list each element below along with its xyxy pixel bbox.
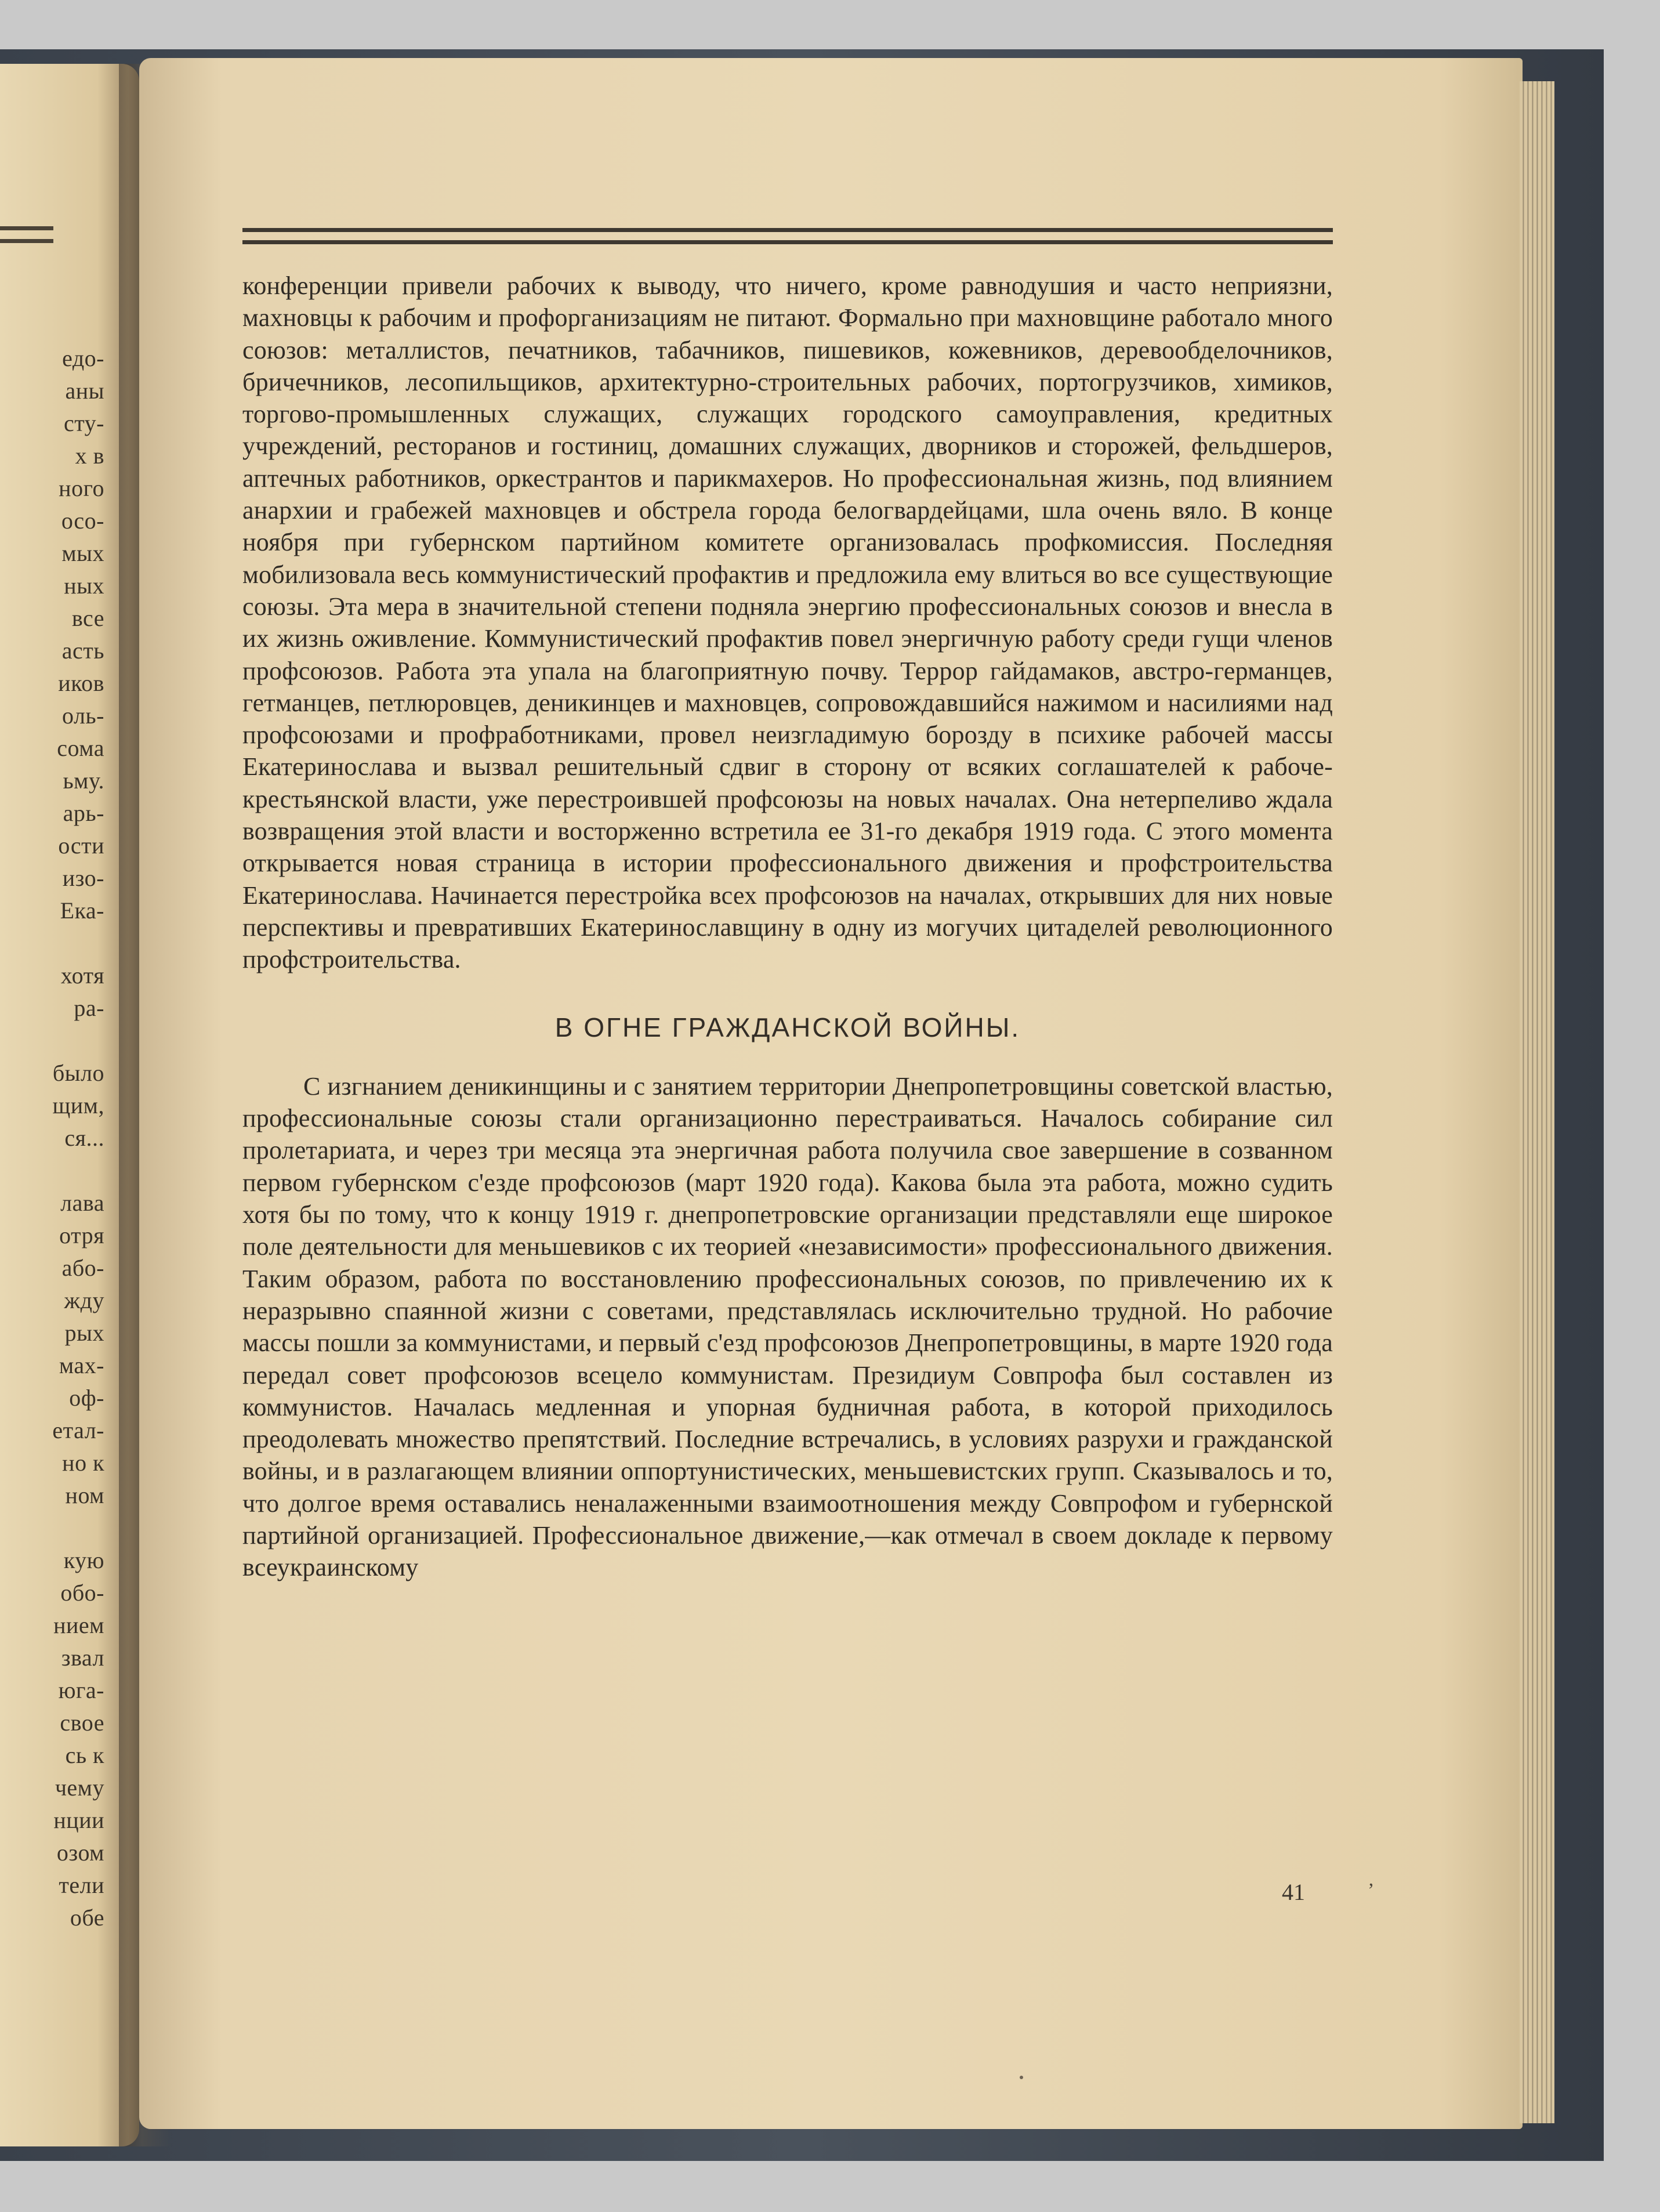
paragraph-section-start: С изгнанием деникинщины и с занятием территории Днепропетровщины советской властью, профессиональные союзы стали организационно перестраиваться. Началось собирание сил пролетариата, и через три месяца эта энергичная работа получила свое завершение в созванном первом губернском с'езде профсоюзов (март 1920 года). Какова была эта работа, можно судить хотя бы по тому, что к концу 1919 г. днепропетровские организации представляли еще широкое поле деятельности для меньшевиков с их теорией «независимости» профессионального движения. Таким образом, работа по восстановлению профессиональных союзов, по привлечению их к неразрывно спаянной жизни с советами, представлялась исключительно трудной. Но рабочие массы пошли за коммунистами, и первый с'езд профсоюзов Днепропетровщины, в марте 1920 года передал совет профсоюзов всецело коммунистам. Президиум Совпрофа был составлен из коммунистов. Началась медленная и упорная будничная работа, в которой приходилось преодолевать множество препятствий. Последние встречались, в условиях разрухи и гражданской войны, и в разлагающем влиянии оппортунистических, меньшевистских групп. Сказывалось и то, что долгое время оставались неналаженными взаимоотношения между Совпрофом и губернской партийной организацией. Профессиональное движение,—как отмечал в своем докладе к первому всеукраинскому — [242, 1071, 1333, 1582]
left-page-line: осо- — [61, 508, 104, 534]
left-page-line: ра- — [74, 995, 104, 1021]
left-page-line: звал — [61, 1645, 104, 1671]
left-page-line: рых — [64, 1320, 104, 1346]
left-page-line: тели — [59, 1872, 104, 1898]
left-page-line: сь к — [65, 1742, 104, 1768]
left-page-line — [0, 927, 104, 960]
left-page-line: было — [52, 1060, 104, 1086]
left-header-rule-top — [0, 226, 53, 230]
left-page-line — [0, 1512, 104, 1544]
left-page-line — [0, 1024, 104, 1057]
left-page-line: обо- — [60, 1580, 104, 1606]
left-page-line: Ека- — [60, 897, 104, 924]
left-page-line: ости — [58, 832, 104, 859]
left-header-rule-bottom — [0, 239, 53, 243]
left-facing-page — [0, 64, 139, 2146]
paper-speck — [1020, 2076, 1023, 2079]
left-page-line: оф- — [69, 1385, 104, 1411]
left-page-line: ных — [64, 573, 104, 599]
left-page-line: ного — [59, 475, 104, 501]
left-page-line: сома — [57, 735, 104, 761]
left-page-line: едо- — [62, 345, 104, 371]
left-page-line: юга- — [58, 1677, 104, 1703]
left-page-line: мах- — [59, 1352, 104, 1378]
stray-ink-mark: ’ — [1368, 1880, 1375, 1901]
page-number: 41 — [1282, 1879, 1305, 1905]
left-page-line: кую — [63, 1547, 104, 1573]
left-page-line: аны — [65, 378, 104, 404]
left-page-line: иков — [58, 670, 104, 696]
left-page-line: арь- — [63, 800, 104, 826]
left-page-line: х в — [75, 443, 104, 469]
left-page-line: хотя — [60, 962, 104, 989]
left-page-line: сту- — [63, 410, 104, 436]
left-page-line: етал- — [52, 1417, 104, 1443]
left-page-line: все — [71, 605, 104, 631]
left-page-line: свое — [60, 1710, 104, 1736]
left-page-line: лава — [60, 1190, 104, 1216]
left-page-line: обе — [70, 1905, 104, 1931]
page-edges — [1520, 81, 1554, 2123]
left-page-text-fragments — [0, 342, 104, 1934]
left-page-line: нием — [53, 1612, 104, 1638]
page-content — [242, 270, 1333, 1584]
left-page-line: озом — [56, 1840, 104, 1866]
left-page-line: ся... — [64, 1125, 104, 1151]
paragraph-continued: конференции привели рабочих к выводу, что ничего, кроме равнодушия и часто неприязни, махновцы к рабочим и профорганизациям не питают. Формально при махновщине работало много союзов: металлистов, печатников, табачников, пишевиков, кожевников, деревообделочников, бричечников, лесопильщиков, архитектурно-строительных рабочих, портогрузчиков, химиков, торгово-промышленных служащих, служащих городского самоуправления, кредитных учреждений, ресторанов и гостиниц, домашних служащих, дворников и сторожей, фельдшеров, аптечных работников, оркестрантов и парикмахеров. Но профессиональная жизнь, под влиянием анархии и грабежей махновцев и обстрела города белогвардейцами, шла очень вяло. В конце ноября при губернском партийном комитете организовалась профкомиссия. Последняя мобилизовала весь коммунистический профактив и предложила ему влиться во все существующие союзы. Эта мера в значительной степени подняла энергию профессиональных союзов и внесла в их жизнь оживление. Коммунистический профактив повел энергичную работу среди гущи членов профсоюзов. Работа эта упала на благоприятную почву. Террор гайдамаков, австро-германцев, гетманцев, петлюровцев, деникинцев и махновцев, сопровождавшийся нажимом и насилиями над профсоюзами и профработниками, провел неизгладимую борозду в психике рабочей массы Екатеринослава и вызвал решительный сдвиг в сторону от всяких соглашателей к рабоче-крестьянской власти, уже перестроившей профсоюзы на новых началах. Она нетерпеливо ждала возвращения этой власти и восторженно встретила ее 31-го декабря 1919 года. С этого момента открывается новая страница в истории профессионального движения и профстроительства Екатеринослава. Начинается перестройка всех профсоюзов на началах, открывших для них новые перспективы и превративших Екатеринославщину в одну из могучих цитаделей революционного профстроительства. — [242, 271, 1333, 974]
left-page-line: нции — [53, 1807, 104, 1833]
left-page-line: мых — [61, 540, 104, 566]
left-page-line: ном — [65, 1482, 104, 1508]
left-page-line: асть — [61, 638, 104, 664]
left-page-line: изо- — [62, 865, 104, 891]
header-rule-bottom — [242, 240, 1333, 244]
left-page-line: но к — [62, 1450, 104, 1476]
left-page-line: оль- — [62, 703, 104, 729]
left-page-line: жду — [64, 1287, 104, 1313]
left-page-line: ьму. — [63, 767, 104, 794]
left-page-line — [0, 1154, 104, 1187]
left-page-line: чему — [55, 1775, 104, 1801]
section-title: В ОГНЕ ГРАЖДАНСКОЙ ВОЙНЫ. — [554, 1012, 1021, 1042]
left-page-line: щим, — [52, 1092, 104, 1118]
left-page-line: отря — [59, 1222, 104, 1248]
left-page-line: або- — [61, 1255, 104, 1281]
header-rule-top — [242, 228, 1333, 232]
